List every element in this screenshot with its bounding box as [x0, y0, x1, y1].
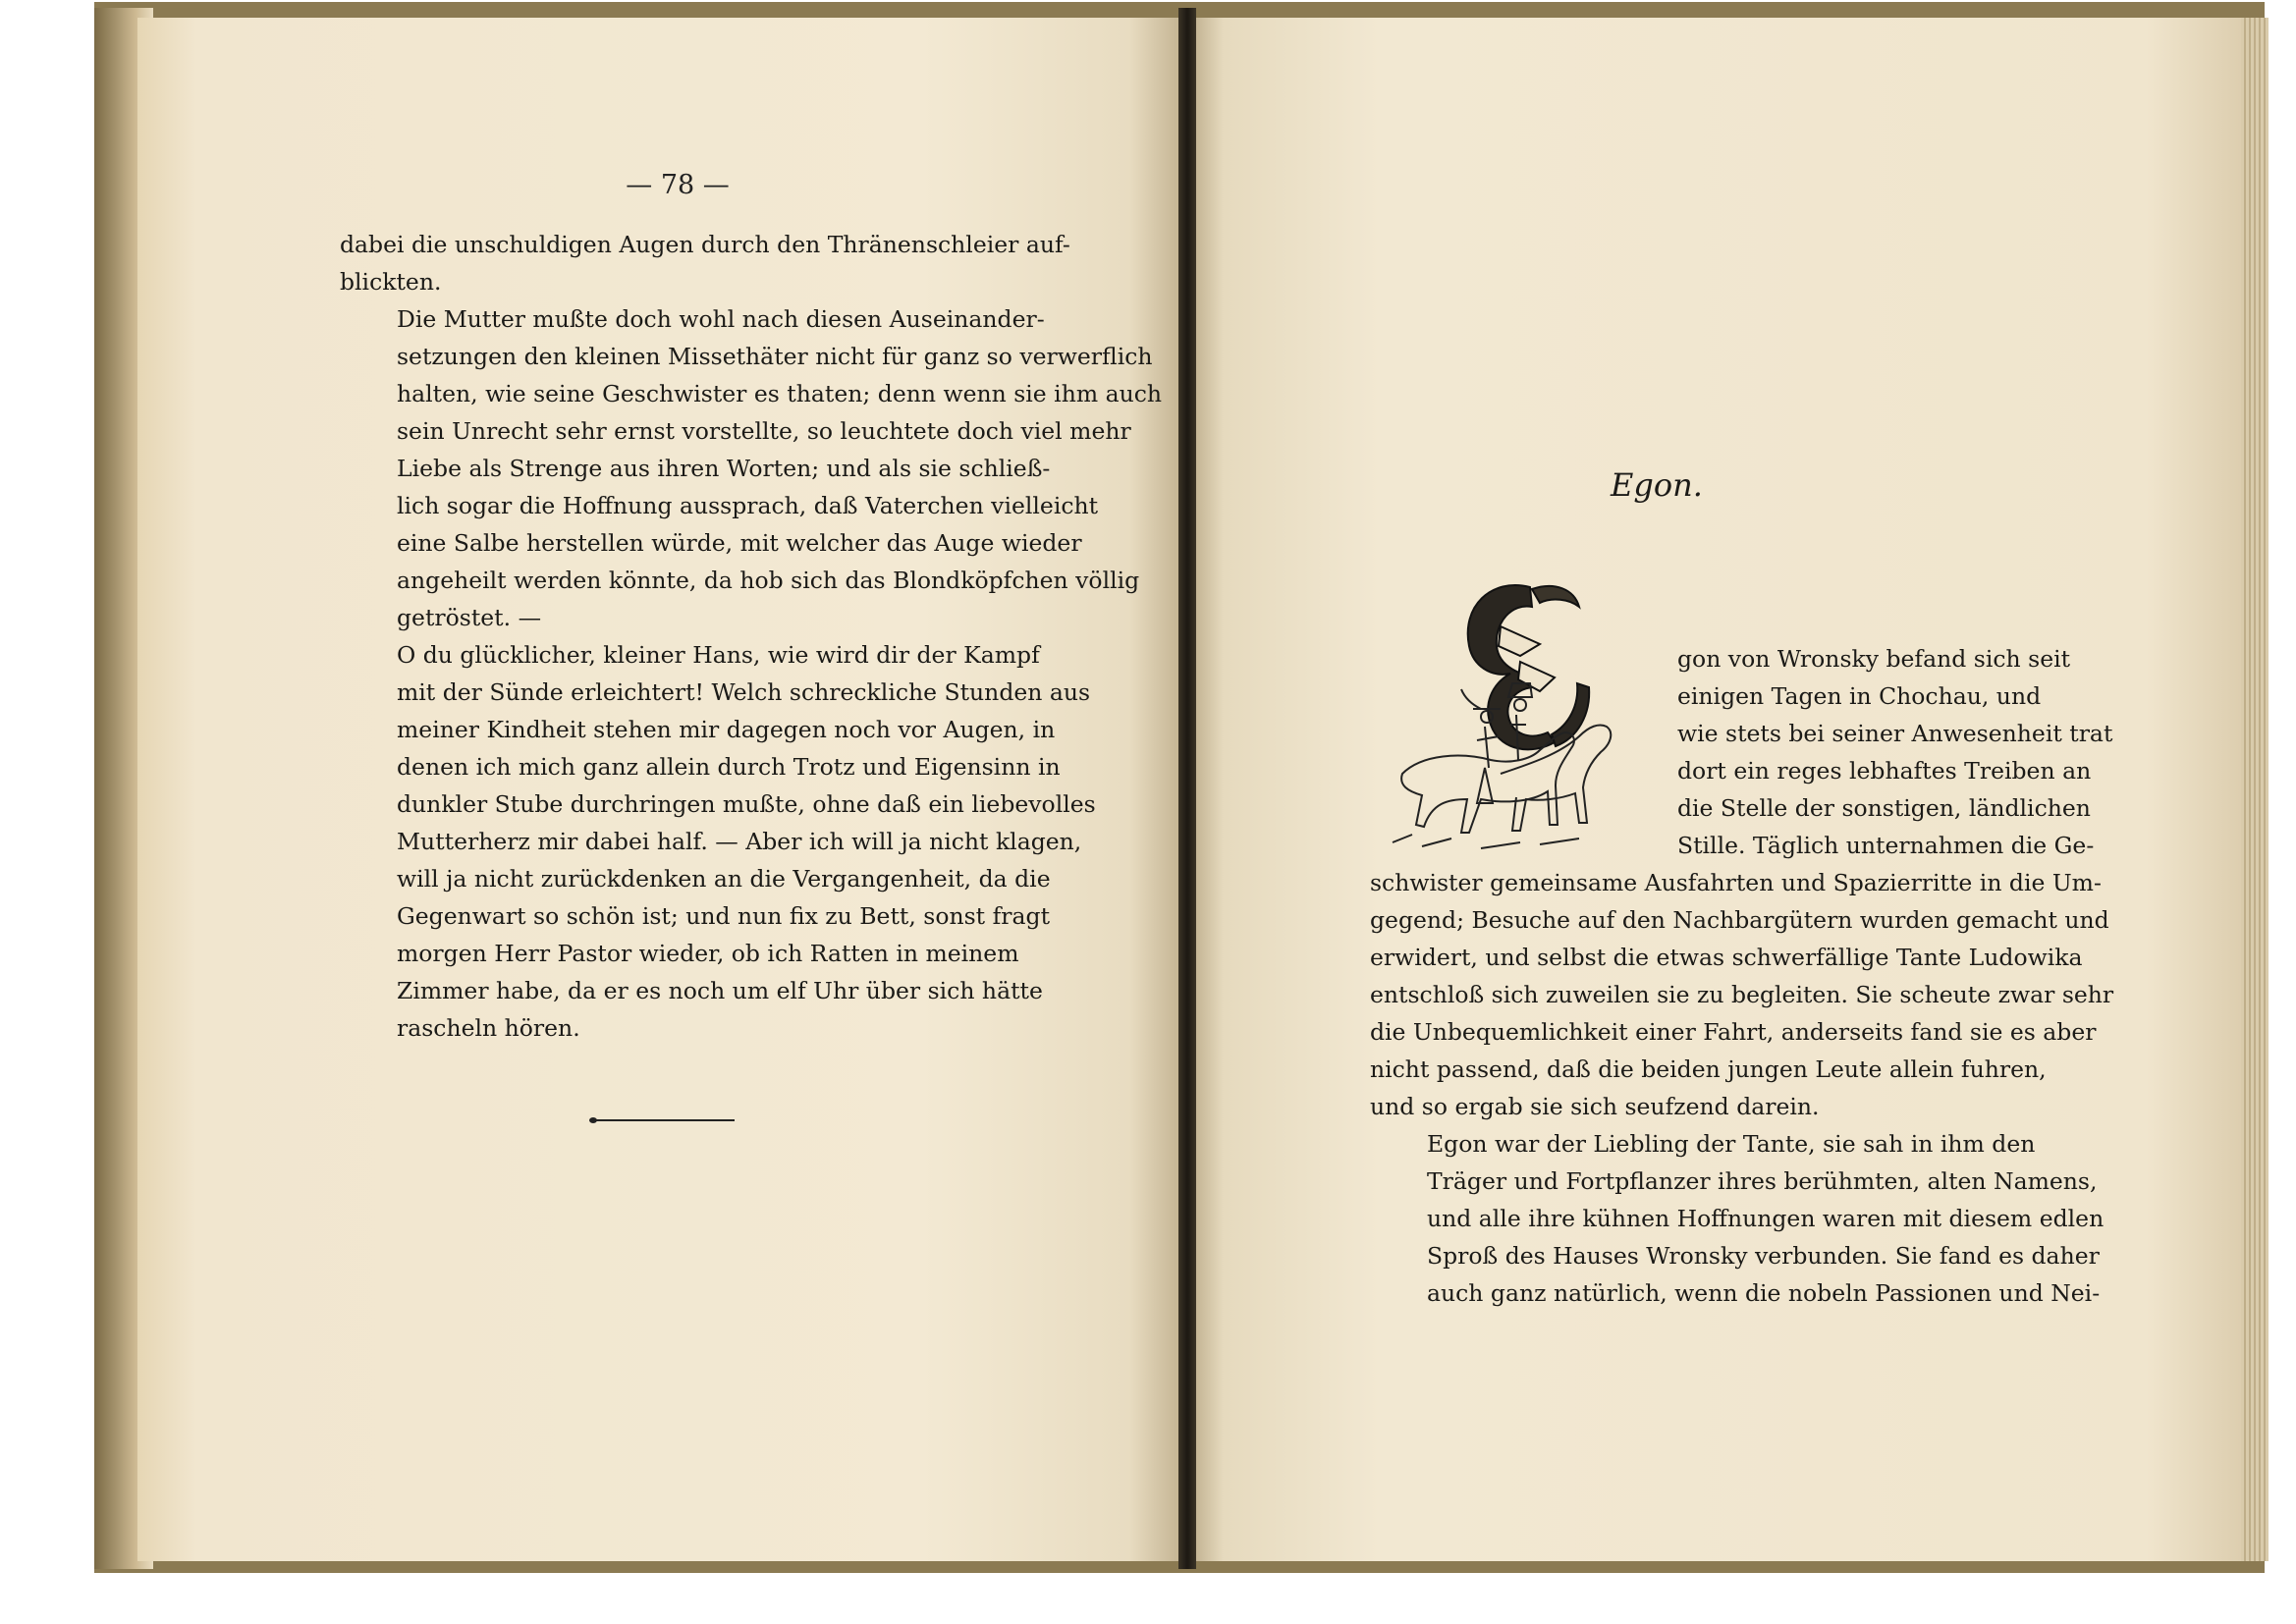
text-line: Sproß des Hauses Wronsky verbunden. Sie fand es daher [1427, 1242, 2100, 1270]
text-line: angeheilt werden könnte, da hob sich das Blondköpfchen völlig [397, 567, 1140, 594]
text-line: setzungen den kleinen Missethäter nicht für ganz so verwerflich [397, 343, 1153, 370]
text-line: dort ein reges lebhaftes Treiben an [1677, 757, 2092, 785]
text-line: erwidert, und selbst die etwas schwerfällige Tante Ludowika [1370, 944, 2083, 971]
text-line: die Stelle der sonstigen, ländlichen [1677, 794, 2091, 822]
text-line: Liebe als Strenge aus ihren Worten; und als sie schließ- [397, 455, 1051, 482]
paragraph [340, 226, 1070, 300]
text-line: rascheln hören. [397, 1014, 580, 1042]
text-line: und alle ihre kühnen Hoffnungen waren mit diesem edlen [1427, 1205, 2105, 1232]
paragraph [340, 300, 1163, 636]
text-line: schwister gemeinsame Ausfahrten und Spazierritte in die Um- [1370, 869, 2102, 896]
text-line: Träger und Fortpflanzer ihres berühmten, alten Namens, [1427, 1167, 2098, 1195]
text-line: will ja nicht zurückdenken an die Vergangenheit, da die [397, 865, 1051, 893]
paragraph [1370, 1125, 2105, 1312]
text-line: morgen Herr Pastor wieder, ob ich Ratten in meinem [397, 940, 1019, 967]
text-line: und so ergab sie sich seufzend darein. [1370, 1093, 1820, 1120]
text-line: wie stets bei seiner Anwesenheit trat [1677, 720, 2113, 747]
text-line: Egon war der Liebling der Tante, sie sah in ihm den [1427, 1130, 2036, 1158]
text-line: dabei die unschuldigen Augen durch den Thränenschleier auf- [340, 231, 1070, 258]
text-line: gegend; Besuche auf den Nachbargütern wurden gemacht und [1370, 906, 2109, 934]
text-line: halten, wie seine Geschwister es thaten; denn wenn sie ihm auch [397, 380, 1163, 407]
paragraph [340, 636, 1096, 1047]
text-line: Mutterherz mir dabei half. — Aber ich will ja nicht klagen, [397, 828, 1082, 855]
text-line: Die Mutter mußte doch wohl nach diesen Auseinander- [397, 305, 1045, 333]
paragraph [1677, 640, 2113, 864]
drop-cap-illustration [1383, 568, 1648, 862]
text-line: eine Salbe herstellen würde, mit welcher das Auge wieder [397, 529, 1082, 557]
book-gutter [1178, 8, 1196, 1569]
paragraph [1370, 864, 2114, 1125]
chapter-title: Egon. [1611, 466, 1703, 504]
text-line: entschloß sich zuweilen sie zu begleiten. Sie scheute zwar sehr [1370, 981, 2114, 1008]
text-line: nicht passend, daß die beiden jungen Leute allein fuhren, [1370, 1056, 2047, 1083]
text-line: sein Unrecht sehr ernst vorstellte, so leuchtete doch viel mehr [397, 417, 1131, 445]
page-number: — 78 — [626, 170, 730, 200]
text-line: O du glücklicher, kleiner Hans, wie wird dir der Kampf [397, 641, 1040, 669]
text-line: mit der Sünde erleichtert! Welch schreckliche Stunden aus [397, 678, 1091, 706]
text-line: Zimmer habe, da er es noch um elf Uhr über sich hätte [397, 977, 1043, 1004]
text-line: die Unbequemlichkeit einer Fahrt, anderseits fand sie es aber [1370, 1018, 2097, 1046]
text-line: dunkler Stube durchringen mußte, ohne daß ein liebevolles [397, 790, 1096, 818]
text-line: Stille. Täglich unternahmen die Ge- [1677, 832, 2095, 859]
section-end-rule [595, 1119, 735, 1121]
drop-cap-letter [1468, 585, 1589, 749]
text-line: gon von Wronsky befand sich seit [1677, 645, 2071, 673]
text-line: auch ganz natürlich, wenn die nobeln Passionen und Nei- [1427, 1279, 2101, 1307]
right-page-text [1370, 864, 2114, 1312]
text-line: Gegenwart so schön ist; und nun fix zu Bett, sonst fragt [397, 902, 1051, 930]
text-line: denen ich mich ganz allein durch Trotz und Eigensinn in [397, 753, 1061, 781]
right-page-edges [2241, 18, 2269, 1561]
text-line: meiner Kindheit stehen mir dagegen noch vor Augen, in [397, 716, 1056, 743]
text-line: getröstet. — [397, 604, 542, 631]
text-line: blickten. [340, 268, 442, 296]
text-line: lich sogar die Hoffnung aussprach, daß Vaterchen vielleicht [397, 492, 1099, 519]
right-page-opening-text [1677, 640, 2113, 864]
left-page-text [340, 226, 1163, 1047]
text-line: einigen Tagen in Chochau, und [1677, 682, 2042, 710]
